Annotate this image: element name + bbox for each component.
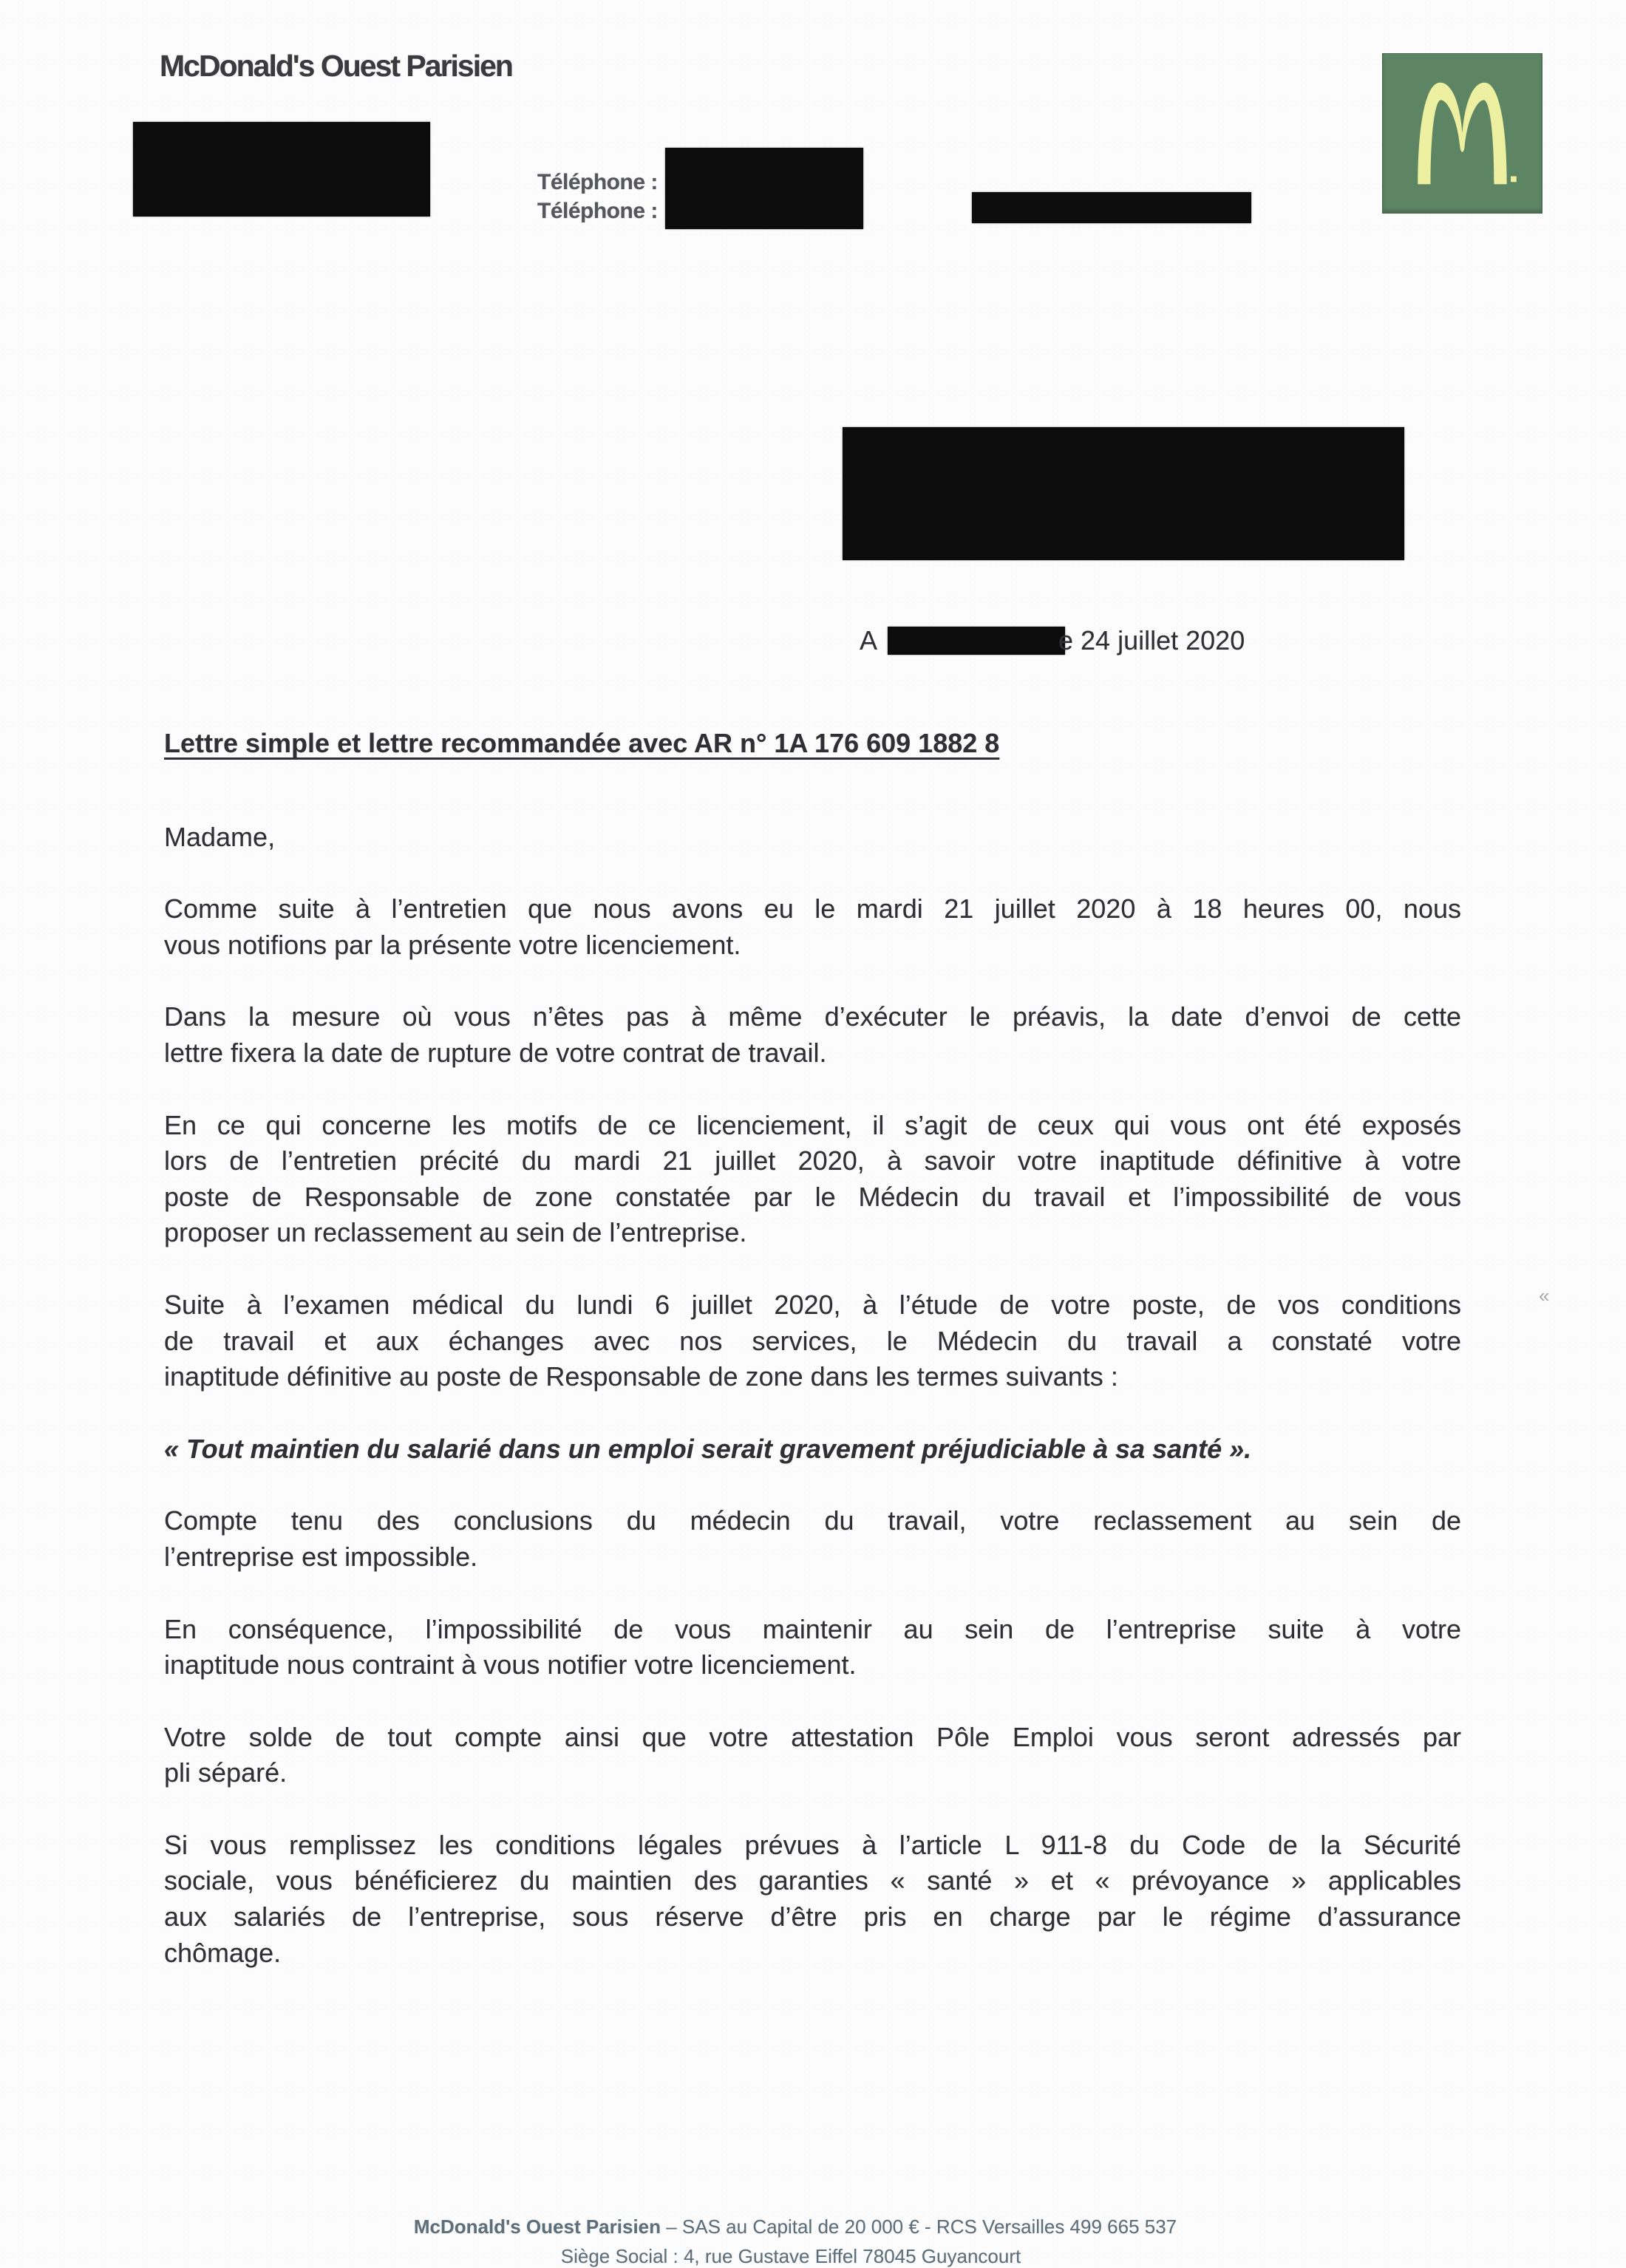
- paragraph-line: inaptitude nous contraint à vous notifier votre licenciement.: [164, 1649, 857, 1680]
- paragraph-6: [164, 1612, 1461, 1683]
- paragraph-line: lettre fixera la date de rupture de votre contrat de travail.: [164, 1037, 827, 1068]
- paragraph-8: [164, 1828, 1461, 1971]
- paragraph-line: proposer un reclassement au sein de l’entreprise.: [164, 1217, 747, 1248]
- date-text: e 24 juillet 2020: [1058, 625, 1245, 655]
- redacted-recipient-address-box: [843, 427, 1404, 560]
- salutation: Madame,: [164, 821, 276, 852]
- paragraph-line: Votre solde de tout compte ainsi que votre attestation Pôle Emploi vous seront adressés par: [164, 1721, 1461, 1752]
- letter-body: [164, 726, 1461, 2007]
- paragraph-4: [164, 1287, 1461, 1395]
- date-prefix: A: [860, 625, 878, 655]
- paragraph-line: Comme suite à l’entretien que nous avons eu le mardi 21 juillet 2020 à 18 heures 00, nous: [164, 893, 1461, 924]
- footer-legal-text: – SAS au Capital de 20 000 € - RCS Versailles 499 665 537: [661, 2216, 1177, 2238]
- redacted-city-box: [888, 627, 1065, 655]
- date-line: [860, 625, 1245, 656]
- paragraph-line: de travail et aux échanges avec nos services, le Médecin du travail a constaté votre: [164, 1325, 1461, 1356]
- paragraph-2: [164, 999, 1461, 1071]
- redacted-sender-address-box: [133, 122, 430, 217]
- subject-line: Lettre simple et lettre recommandée avec AR n° 1A 176 609 1882 8: [164, 728, 1000, 758]
- paragraph-line: pli séparé.: [164, 1757, 288, 1788]
- scan-artifact-mark: «: [1539, 1284, 1550, 1307]
- paragraph-7: [164, 1720, 1461, 1791]
- paragraph-line: sociale, vous bénéficierez du maintien des garanties « santé » et « prévoyance » applicables: [164, 1865, 1461, 1896]
- company-name: McDonald's Ouest Parisien: [160, 49, 512, 83]
- paragraph-line: Compte tenu des conclusions du médecin du travail, votre reclassement au sein de: [164, 1505, 1461, 1536]
- paragraph-3: [164, 1108, 1461, 1251]
- golden-arches-icon: [1383, 54, 1542, 213]
- paragraph-line: aux salariés de l’entreprise, sous réserve d’être pris en charge par le régime d’assurance: [164, 1901, 1461, 1932]
- redacted-contact-box: [972, 192, 1251, 223]
- paragraph-line: En conséquence, l’impossibilité de vous maintenir au sein de l’entreprise suite à votre: [164, 1613, 1461, 1644]
- telephone-label-1: Téléphone :: [537, 170, 658, 194]
- paragraph-line: Dans la mesure où vous n’êtes pas à même d’exécuter le préavis, la date d’envoi de cette: [164, 1001, 1461, 1032]
- paragraph-line: l’entreprise est impossible.: [164, 1541, 478, 1572]
- paragraph-line: Si vous remplissez les conditions légales prévues à l’article L 911-8 du Code de la Sécurité: [164, 1829, 1461, 1860]
- paragraph-line: poste de Responsable de zone constatée par le Médecin du travail et l’impossibilité de vous: [164, 1181, 1461, 1212]
- paragraph-line: Suite à l’examen médical du lundi 6 juillet 2020, à l’étude de votre poste, de vos conditions: [164, 1289, 1461, 1320]
- paragraph-line: vous notifions par la présente votre licenciement.: [164, 929, 741, 960]
- mcdonalds-logo: [1382, 53, 1542, 214]
- paragraph-line: inaptitude définitive au poste de Responsable de zone dans les termes suivants :: [164, 1361, 1118, 1392]
- medical-quote: « Tout maintien du salarié dans un emploi serait gravement préjudiciable à sa santé ».: [164, 1433, 1252, 1464]
- telephone-label-2: Téléphone :: [537, 199, 658, 223]
- footer-line-1: [0, 2216, 1591, 2238]
- footer-line-2: Siège Social : 4, rue Gustave Eiffel 78045 Guyancourt: [560, 2245, 1021, 2267]
- paragraph-line: En ce qui concerne les motifs de ce licenciement, il s’agit de ceux qui vous ont été exposés: [164, 1109, 1461, 1140]
- paragraph-5: [164, 1503, 1461, 1575]
- paragraph-1: [164, 891, 1461, 963]
- redacted-phone-number-box: [665, 148, 863, 229]
- footer-company: McDonald's Ouest Parisien: [413, 2216, 661, 2238]
- paragraph-line: lors de l’entretien précité du mardi 21 juillet 2020, à savoir votre inaptitude définitive à votre: [164, 1145, 1461, 1176]
- paragraph-line: chômage.: [164, 1937, 282, 1968]
